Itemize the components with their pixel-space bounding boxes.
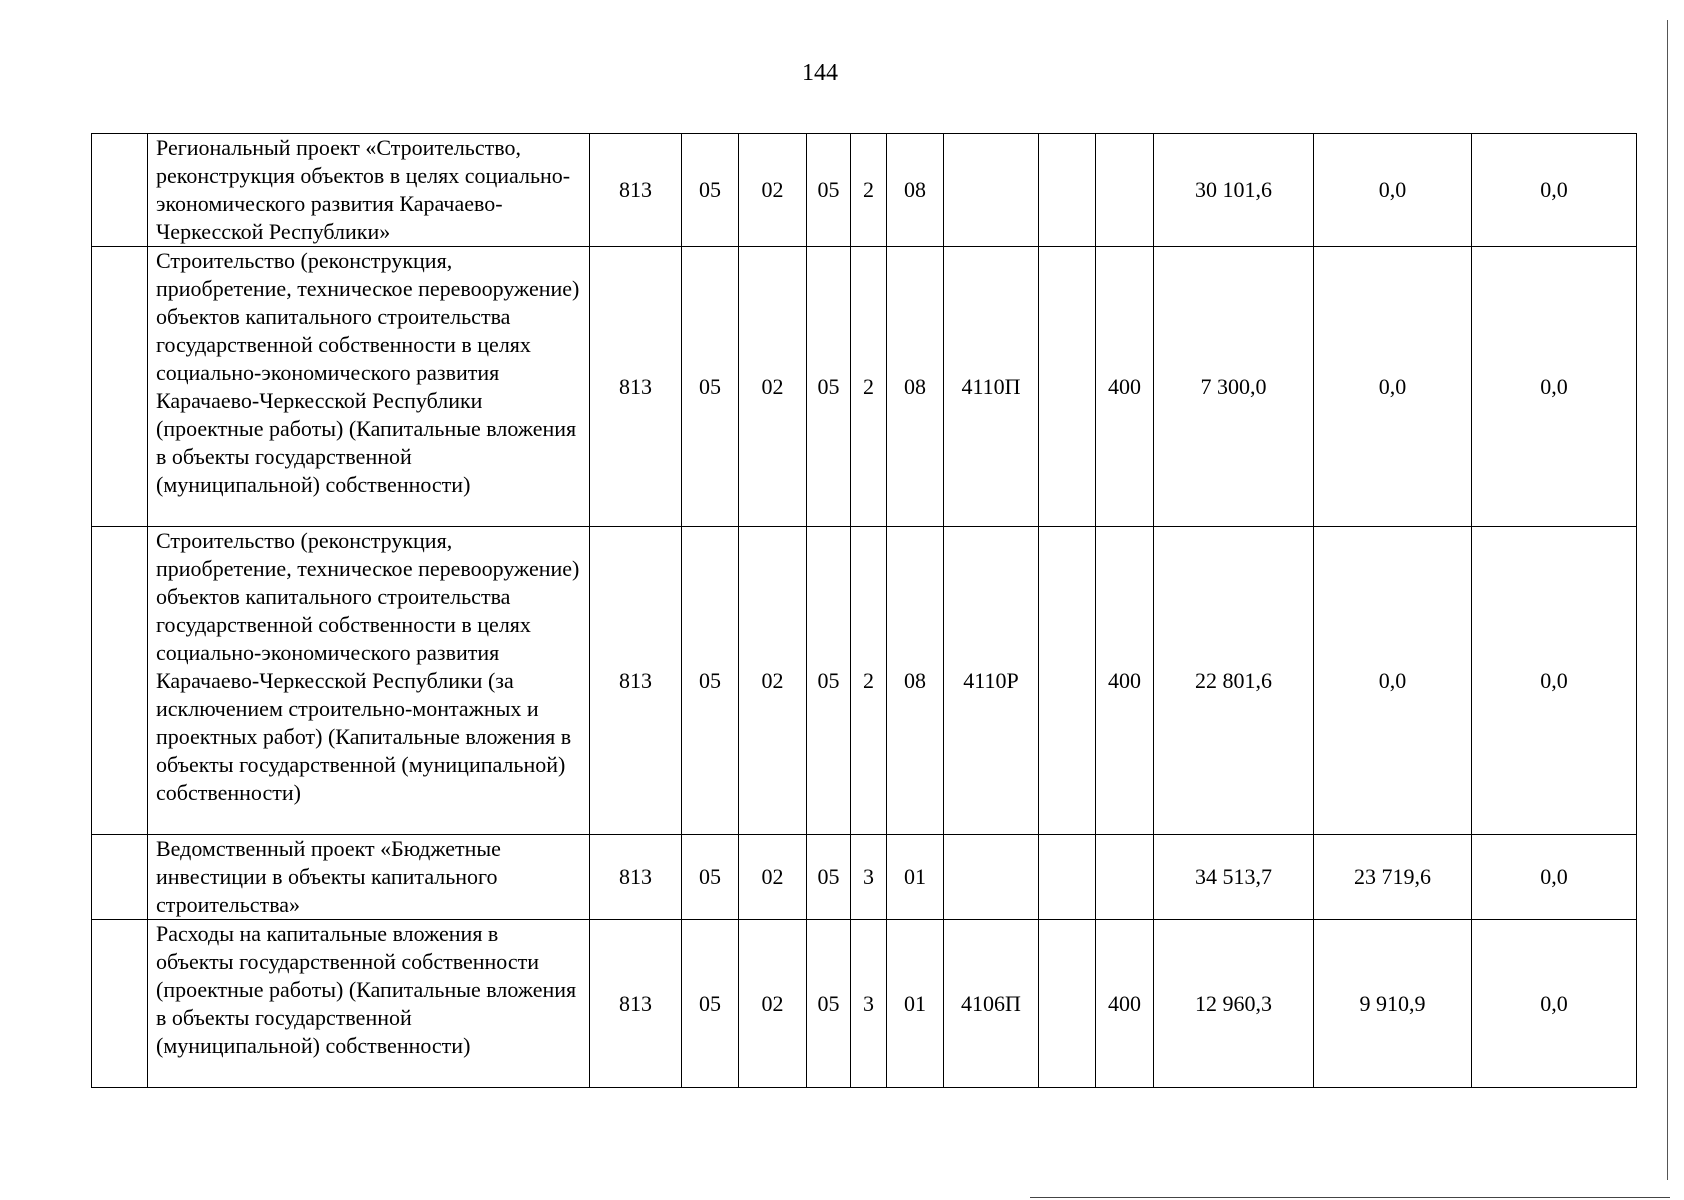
amount-3-cell: 0,0 [1472, 527, 1637, 835]
ministry-code-cell: 813 [590, 920, 682, 1088]
program-code-cell: 05 [807, 247, 851, 527]
program-code-cell: 05 [807, 527, 851, 835]
extra-code-cell [1039, 134, 1096, 247]
row-number-cell [92, 835, 148, 920]
amount-2-cell: 0,0 [1314, 527, 1472, 835]
section-code-cell: 05 [682, 247, 739, 527]
amount-2-cell: 23 719,6 [1314, 835, 1472, 920]
row-number-cell [92, 920, 148, 1088]
section-code-cell: 05 [682, 527, 739, 835]
extra-code-cell [1039, 920, 1096, 1088]
amount-3-cell: 0,0 [1472, 134, 1637, 247]
direction-code-cell: 4110Р [944, 527, 1039, 835]
table-row [92, 247, 1637, 527]
amount-2-cell: 0,0 [1314, 134, 1472, 247]
ministry-code-cell: 813 [590, 527, 682, 835]
item-name-cell: Ведомственный проект «Бюджетные инвестиции в объекты капитального строительства» [148, 835, 590, 920]
ministry-code-cell: 813 [590, 134, 682, 247]
amount-1-cell: 34 513,7 [1154, 835, 1314, 920]
subprogram-code-cell: 3 [851, 920, 887, 1088]
direction-code-cell [944, 134, 1039, 247]
subsection-code-cell: 02 [739, 134, 807, 247]
item-name-cell: Расходы на капитальные вложения в объекты государственной собственности (проектные работы) (Капитальные вложения в объекты государственной (муниципальной) собственности) [148, 920, 590, 1088]
expense-type-cell: 400 [1096, 920, 1154, 1088]
item-name-cell: Строительство (реконструкция, приобретение, техническое перевооружение) объектов капитального строительства государственной собственности в целях социально-экономического развития Карачаево-Черкесской Республики (проектные работы) (Капитальные вложения в объекты государственной (муниципальной) собственности) [148, 247, 590, 527]
program-code-cell: 05 [807, 835, 851, 920]
table-row [92, 920, 1637, 1088]
project-code-cell: 01 [887, 835, 944, 920]
amount-2-cell: 0,0 [1314, 247, 1472, 527]
extra-code-cell [1039, 835, 1096, 920]
direction-code-cell: 4110П [944, 247, 1039, 527]
amount-2-cell: 9 910,9 [1314, 920, 1472, 1088]
item-name-cell: Строительство (реконструкция, приобретение, техническое перевооружение) объектов капитального строительства государственной собственности в целях социально-экономического развития Карачаево-Черкесской Республики (за исключением строительно-монтажных и проектных работ) (Капитальные вложения в объекты государственной (муниципальной) собственности) [148, 527, 590, 835]
row-number-cell [92, 527, 148, 835]
project-code-cell: 01 [887, 920, 944, 1088]
amount-1-cell: 30 101,6 [1154, 134, 1314, 247]
budget-table [91, 133, 1637, 1088]
expense-type-cell [1096, 134, 1154, 247]
page-bottom-rule [1030, 1197, 1670, 1198]
subprogram-code-cell: 2 [851, 247, 887, 527]
page-number: 144 [802, 60, 838, 86]
program-code-cell: 05 [807, 134, 851, 247]
amount-3-cell: 0,0 [1472, 920, 1637, 1088]
subsection-code-cell: 02 [739, 247, 807, 527]
amount-1-cell: 22 801,6 [1154, 527, 1314, 835]
table-row [92, 134, 1637, 247]
table-row [92, 835, 1637, 920]
extra-code-cell [1039, 527, 1096, 835]
amount-3-cell: 0,0 [1472, 247, 1637, 527]
page-edge-rule [1667, 20, 1668, 1180]
amount-1-cell: 12 960,3 [1154, 920, 1314, 1088]
project-code-cell: 08 [887, 527, 944, 835]
section-code-cell: 05 [682, 920, 739, 1088]
section-code-cell: 05 [682, 134, 739, 247]
subprogram-code-cell: 3 [851, 835, 887, 920]
row-number-cell [92, 247, 148, 527]
item-name-cell: Региональный проект «Строительство, реконструкция объектов в целях социально-экономического развития Карачаево-Черкесской Республики» [148, 134, 590, 247]
table-row [92, 527, 1637, 835]
project-code-cell: 08 [887, 134, 944, 247]
subsection-code-cell: 02 [739, 835, 807, 920]
extra-code-cell [1039, 247, 1096, 527]
direction-code-cell [944, 835, 1039, 920]
amount-3-cell: 0,0 [1472, 835, 1637, 920]
subsection-code-cell: 02 [739, 527, 807, 835]
expense-type-cell [1096, 835, 1154, 920]
program-code-cell: 05 [807, 920, 851, 1088]
expense-type-cell: 400 [1096, 247, 1154, 527]
row-number-cell [92, 134, 148, 247]
subprogram-code-cell: 2 [851, 134, 887, 247]
subsection-code-cell: 02 [739, 920, 807, 1088]
section-code-cell: 05 [682, 835, 739, 920]
ministry-code-cell: 813 [590, 247, 682, 527]
subprogram-code-cell: 2 [851, 527, 887, 835]
amount-1-cell: 7 300,0 [1154, 247, 1314, 527]
ministry-code-cell: 813 [590, 835, 682, 920]
direction-code-cell: 4106П [944, 920, 1039, 1088]
expense-type-cell: 400 [1096, 527, 1154, 835]
project-code-cell: 08 [887, 247, 944, 527]
